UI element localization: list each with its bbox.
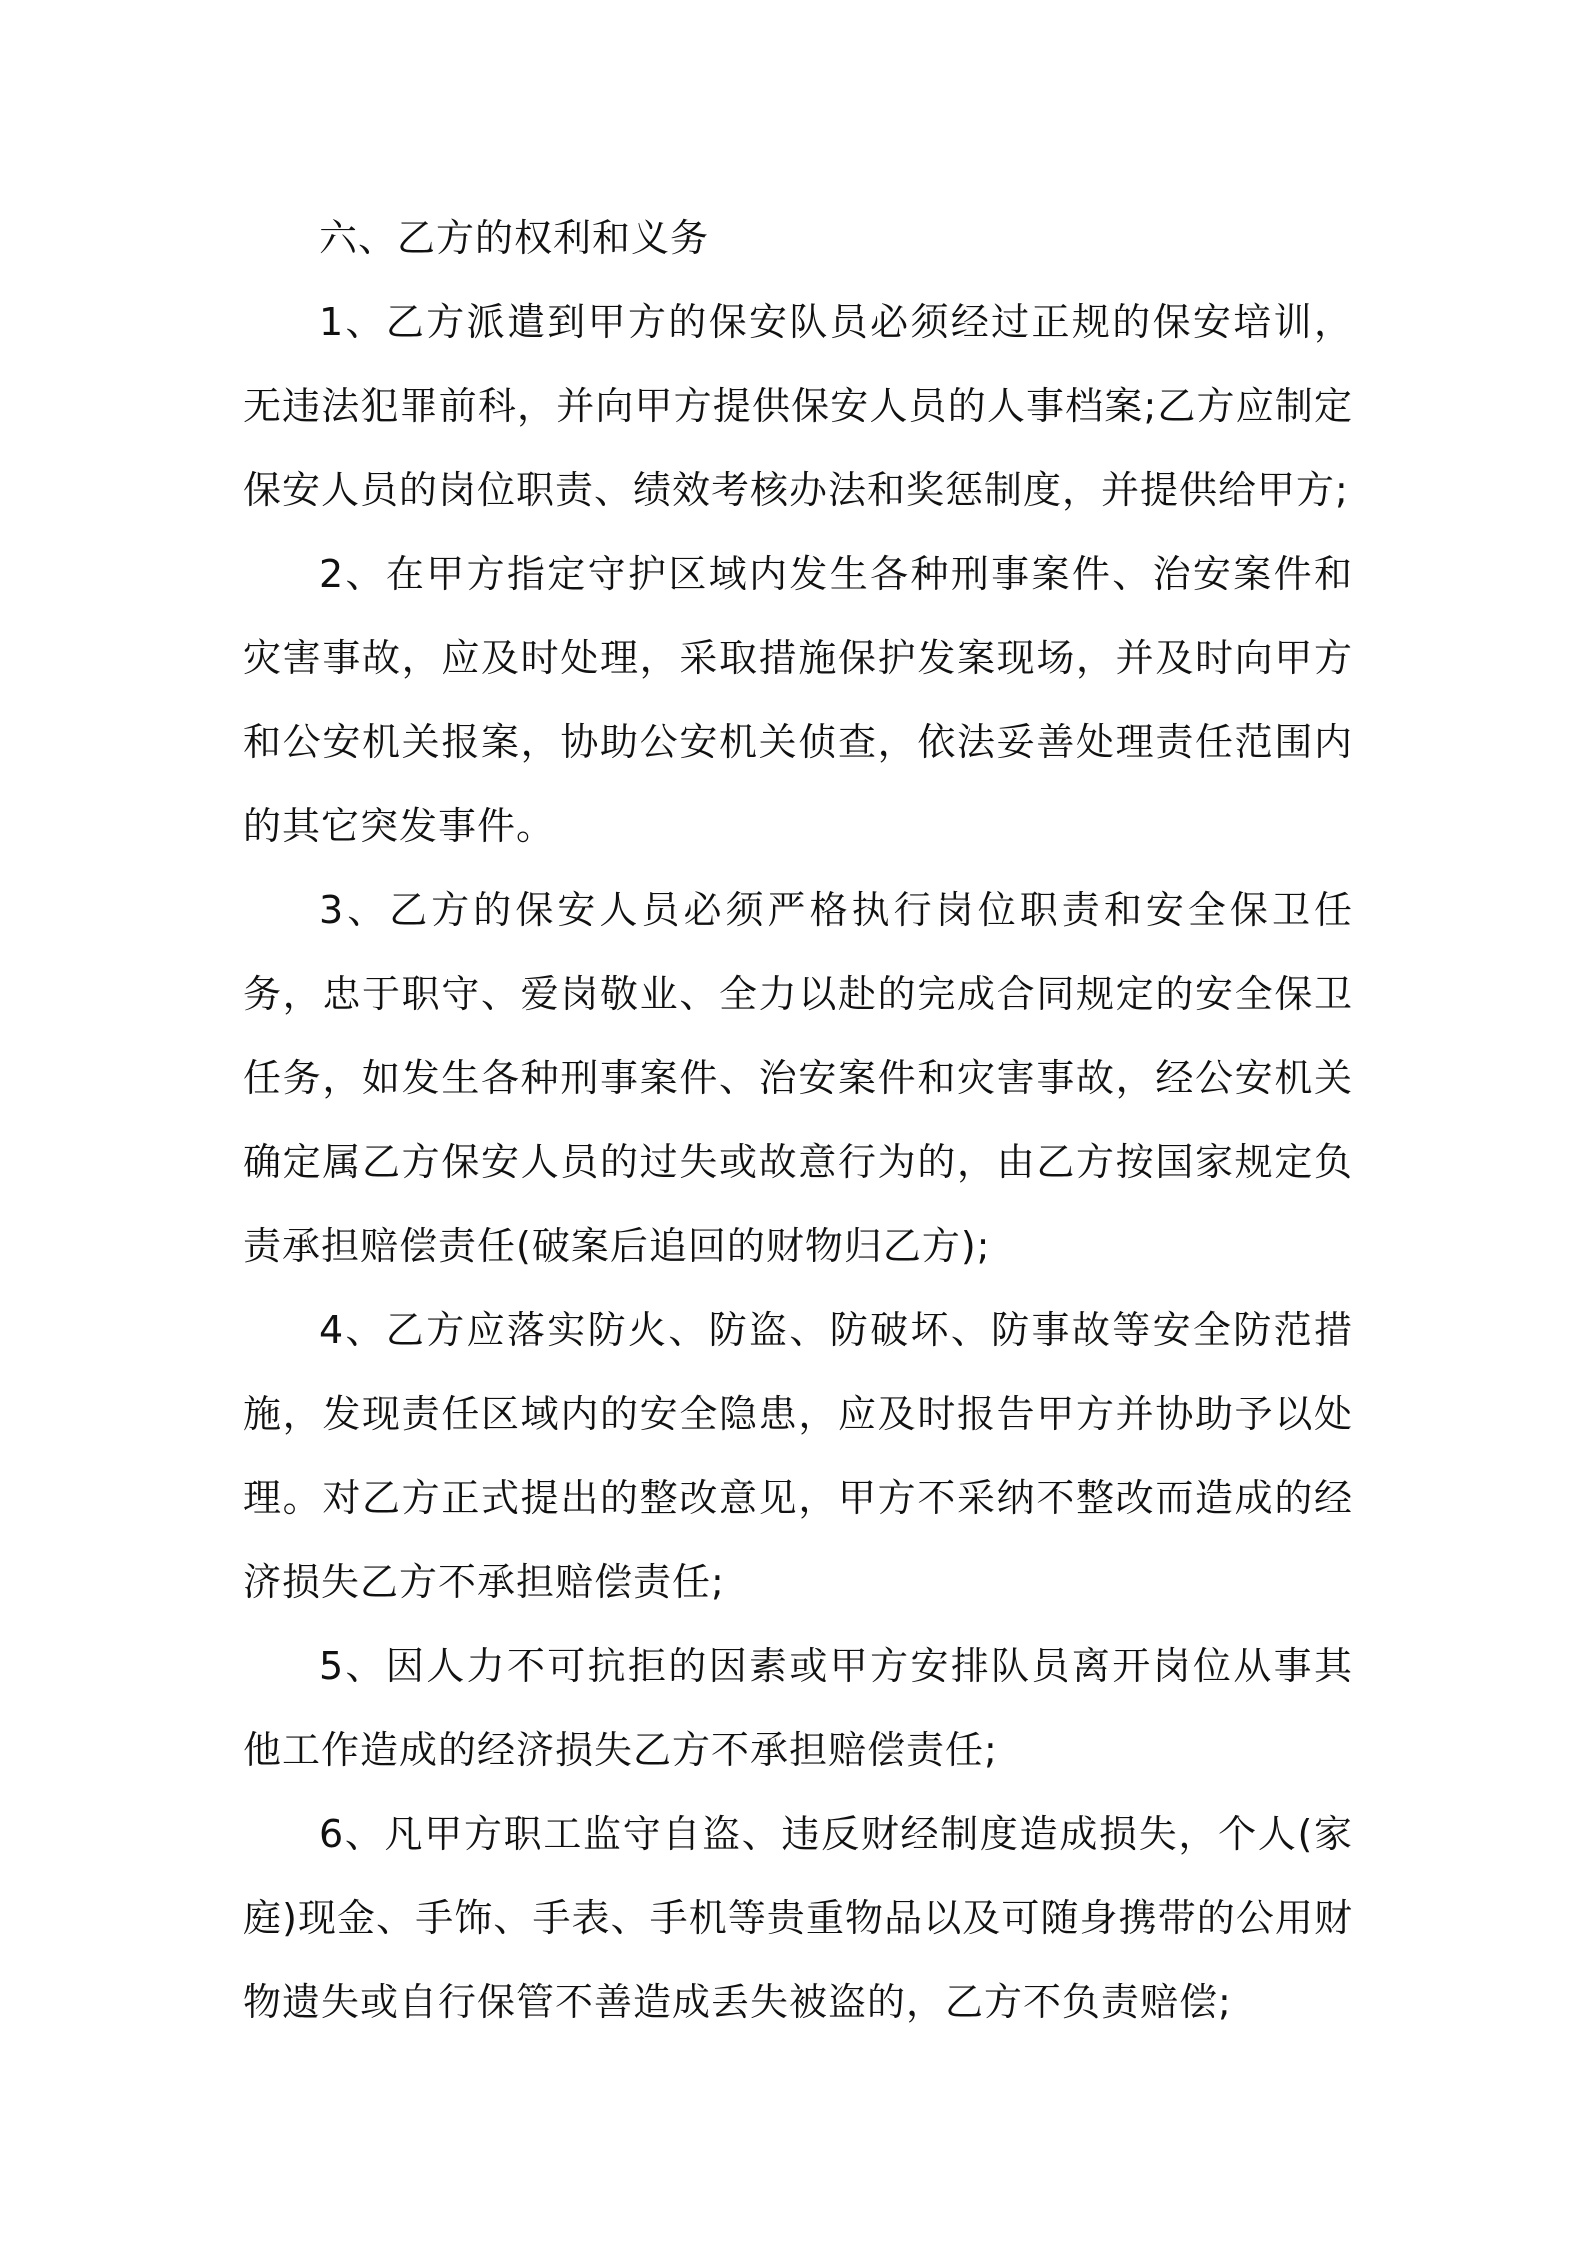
clause-2: 2、在甲方指定守护区域内发生各种刑事案件、治安案件和灾害事故，应及时处理，采取措施保护发案现场，并及时向甲方和公安机关报案，协助公安机关侦查，依法妥善处理责任范围内的其它突发事件。 <box>243 552 1353 848</box>
clause-3: 3、乙方的保安人员必须严格执行岗位职责和安全保卫任务，忠于职守、爱岗敬业、全力以赴的完成合同规定的安全保卫任务，如发生各种刑事案件、治安案件和灾害事故，经公安机关确定属乙方保安人员的过失或故意行为的，由乙方按国家规定负责承担赔偿责任(破案后追回的财物归乙方); <box>243 888 1353 1268</box>
clause-5: 5、因人力不可抗拒的因素或甲方安排队员离开岗位从事其他工作造成的经济损失乙方不承担赔偿责任; <box>243 1644 1353 1772</box>
clause-4: 4、乙方应落实防火、防盗、防破坏、防事故等安全防范措施，发现责任区域内的安全隐患，应及时报告甲方并协助予以处理。对乙方正式提出的整改意见，甲方不采纳不整改而造成的经济损失乙方不承担赔偿责任; <box>243 1308 1353 1604</box>
clause-1: 1、乙方派遣到甲方的保安队员必须经过正规的保安培训，无违法犯罪前科，并向甲方提供保安人员的人事档案;乙方应制定保安人员的岗位职责、绩效考核办法和奖惩制度，并提供给甲方; <box>243 300 1353 512</box>
clause-6: 6、凡甲方职工监守自盗、违反财经制度造成损失，个人(家庭)现金、手饰、手表、手机等贵重物品以及可随身携带的公用财物遗失或自行保管不善造成丢失被盗的，乙方不负责赔偿; <box>243 1812 1353 2024</box>
section-heading: 六、乙方的权利和义务 <box>319 216 710 260</box>
document-body <box>243 196 1353 2044</box>
